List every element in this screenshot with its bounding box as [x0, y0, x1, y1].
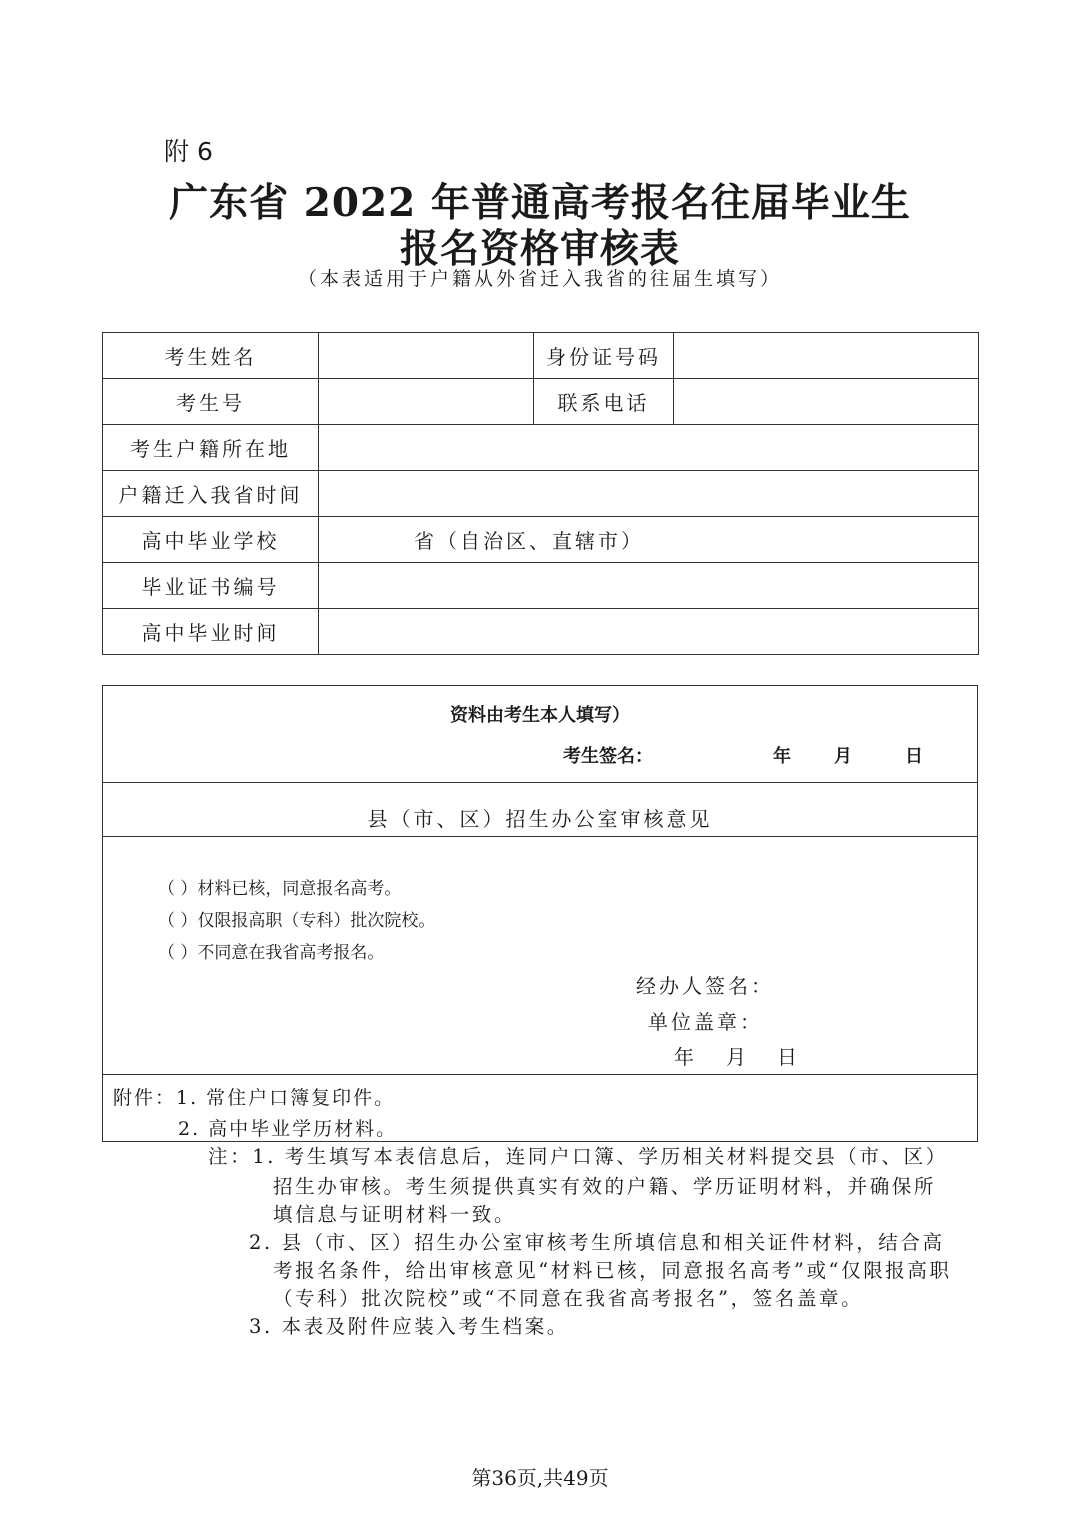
appendix-label: 附 6 [164, 137, 213, 166]
option-rejected[interactable]: （ ）不同意在我省高考报名。 [158, 943, 385, 963]
name-label: 考生姓名 [103, 333, 319, 379]
note-1-line2: 招生办审核。考生须提供真实有效的户籍、学历证明材料，并确保所 [273, 1175, 937, 1198]
table-row [103, 517, 979, 563]
hukou-location-label: 考生户籍所在地 [103, 425, 319, 471]
sign-day-label: 日 [905, 746, 923, 767]
table-row [103, 379, 979, 425]
review-section-title: 县（市、区）招生办公室审核意见 [367, 807, 713, 831]
table-row [103, 563, 979, 609]
name-field[interactable] [319, 333, 534, 379]
note-2-line2: 考报名条件，给出审核意见“材料已核，同意报名高考”或“仅限报高职 [273, 1259, 952, 1282]
note-1-line3: 填信息与证明材料一致。 [273, 1203, 517, 1226]
note-2-line3: （专科）批次院校”或“不同意在我省高考报名”，签名盖章。 [273, 1287, 864, 1310]
attachment-2: 2. 高中毕业学历材料。 [178, 1118, 398, 1140]
school-label: 高中毕业学校 [103, 517, 319, 563]
form-title-line2: 报名资格审核表 [399, 226, 680, 272]
id-number-field[interactable] [674, 333, 979, 379]
grad-time-label: 高中毕业时间 [103, 609, 319, 655]
option-approved[interactable]: （ ）材料已核，同意报名高考。 [158, 879, 402, 899]
review-month-label: 月 [726, 1045, 749, 1069]
attachment-1: 附件：1. 常住户口簿复印件。 [113, 1087, 396, 1109]
sign-month-label: 月 [834, 746, 852, 767]
id-number-label: 身份证号码 [534, 333, 674, 379]
note-3-line1: 3. 本表及附件应装入考生档案。 [249, 1315, 569, 1338]
page-number: 第36页,共49页 [471, 1466, 609, 1490]
sign-year-label: 年 [773, 746, 791, 767]
hukou-move-time-field[interactable] [319, 471, 979, 517]
grad-time-field[interactable] [319, 609, 979, 655]
form-subtitle: （本表适用于户籍从外省迁入我省的往届生填写） [297, 268, 782, 290]
table-row [103, 333, 979, 379]
cert-number-label: 毕业证书编号 [103, 563, 319, 609]
option-vocational-only[interactable]: （ ）仅限报高职（专科）批次院校。 [158, 911, 436, 931]
review-year-label: 年 [674, 1045, 697, 1069]
fill-note: 资料由考生本人填写） [450, 705, 630, 726]
table-row [103, 425, 979, 471]
school-field[interactable]: 省（自治区、直辖市） [319, 517, 979, 563]
candidate-sign-label: 考生签名： [563, 746, 653, 767]
form-title-line1: 广东省 2022 年普通高考报名往届毕业生 [169, 180, 911, 226]
divider [103, 782, 977, 783]
unit-seal-label: 单位盖章： [648, 1010, 763, 1034]
review-box [102, 685, 978, 1142]
divider [103, 1074, 977, 1075]
hukou-move-time-label: 户籍迁入我省时间 [103, 471, 319, 517]
agent-sign-label: 经办人签名： [636, 974, 774, 998]
exam-number-label: 考生号 [103, 379, 319, 425]
divider [103, 836, 977, 837]
candidate-info-table [102, 332, 979, 655]
review-day-label: 日 [777, 1045, 800, 1069]
table-row [103, 471, 979, 517]
exam-number-field[interactable] [319, 379, 534, 425]
hukou-location-field[interactable] [319, 425, 979, 471]
note-2-line1: 2. 县（市、区）招生办公室审核考生所填信息和相关证件材料，结合高 [249, 1231, 945, 1254]
table-row [103, 609, 979, 655]
phone-label: 联系电话 [534, 379, 674, 425]
cert-number-field[interactable] [319, 563, 979, 609]
note-1-line1: 注：1. 考生填写本表信息后，连同户口簿、学历相关材料提交县（市、区） [208, 1145, 948, 1168]
phone-field[interactable] [674, 379, 979, 425]
